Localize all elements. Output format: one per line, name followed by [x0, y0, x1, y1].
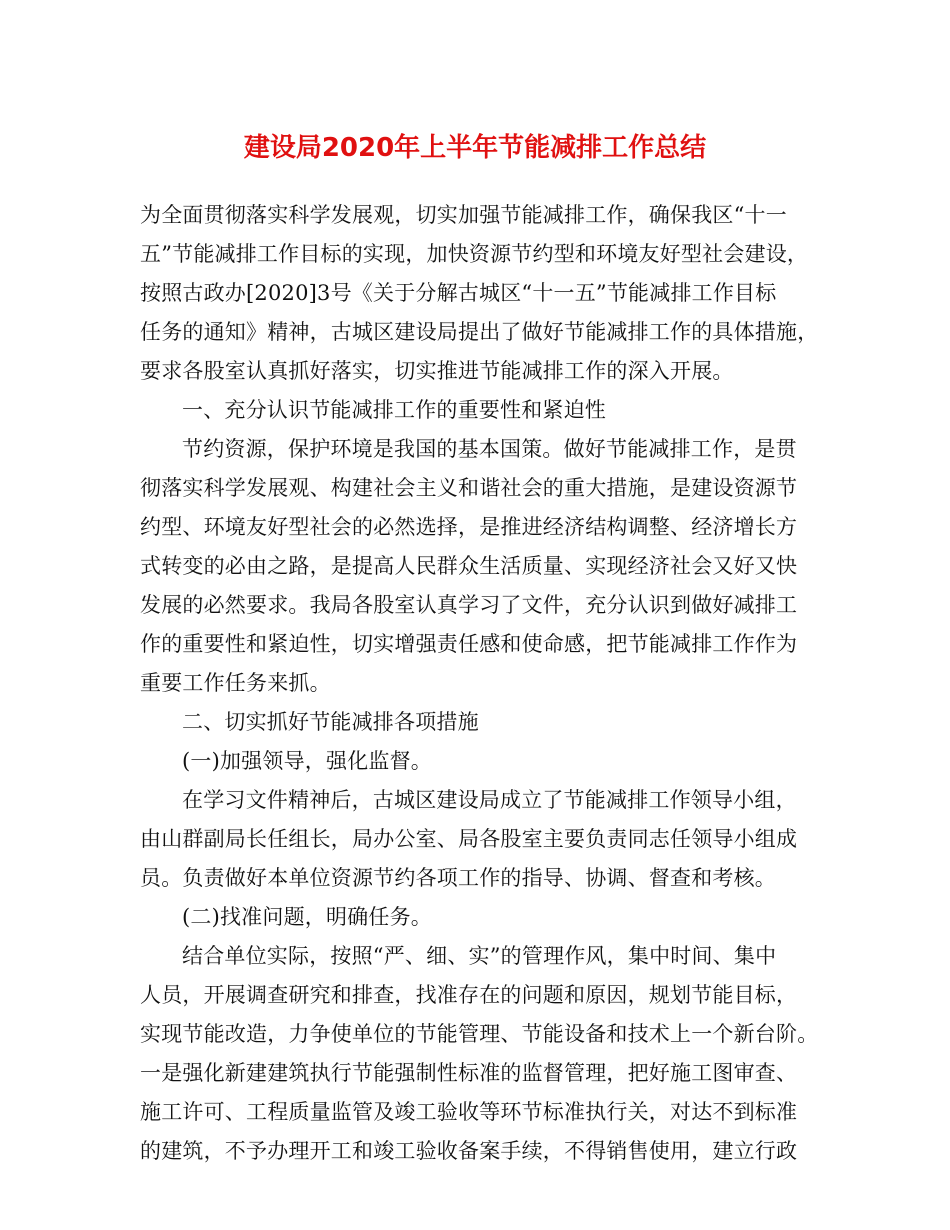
text-line: 按照古政办[2020]3号《关于分解古城区“十一五”节能减排工作目标	[140, 281, 777, 305]
section-heading: 二、切实抓好节能减排各项措施	[182, 710, 479, 734]
text-line: 彻落实科学发展观、构建社会主义和谐社会的重大措施，是建设资源节	[140, 476, 798, 500]
paragraph-start: 在学习文件精神后，古城区建设局成立了节能减排工作领导小组，	[182, 788, 797, 812]
text-line: 要求各股室认真抓好落实，切实推进节能减排工作的深入开展。	[140, 359, 734, 383]
text-line: 五”节能减排工作目标的实现，加快资源节约型和环境友好型社会建设，	[140, 242, 809, 266]
text-line: 约型、环境友好型社会的必然选择，是推进经济结构调整、经济增长方	[140, 515, 798, 539]
text-line: 任务的通知》精神，古城区建设局提出了做好节能减排工作的具体措施，	[140, 320, 819, 344]
text-line: 人员，开展调查研究和排查，找准存在的问题和原因，规划节能目标，	[140, 983, 798, 1007]
text-line: 式转变的必由之路，是提高人民群众生活质量、实现经济社会又好又快	[140, 554, 798, 578]
text-line: 重要工作任务来抓。	[140, 671, 331, 695]
text-line: 实现节能改造，力争使单位的节能管理、节能设备和技术上一个新台阶。	[140, 1022, 819, 1046]
subsection-heading: (一)加强领导，强化监督。	[182, 749, 432, 773]
text-line: 由山群副局长任组长，局办公室、局各股室主要负责同志任领导小组成	[140, 827, 798, 851]
text-line: 发展的必然要求。我局各股室认真学习了文件，充分认识到做好减排工	[140, 593, 798, 617]
paragraph-start: 结合单位实际，按照“严、细、实”的管理作风，集中时间、集中	[182, 944, 777, 968]
subsection-heading: (二)找准问题，明确任务。	[182, 905, 432, 929]
text-line: 施工许可、工程质量监管及竣工验收等环节标准执行关，对达不到标准	[140, 1100, 798, 1124]
text-line: 作的重要性和紧迫性，切实增强责任感和使命感，把节能减排工作作为	[140, 632, 798, 656]
section-heading: 一、充分认识节能减排工作的重要性和紧迫性	[182, 398, 606, 422]
text-line: 为全面贯彻落实科学发展观，切实加强节能减排工作，确保我区“十一	[140, 203, 787, 227]
text-line: 一是强化新建建筑执行节能强制性标准的监督管理，把好施工图审查、	[140, 1061, 798, 1085]
document-title: 建设局2020年上半年节能减排工作总结	[243, 133, 707, 163]
text-line: 员。负责做好本单位资源节约各项工作的指导、协调、督查和考核。	[140, 866, 776, 890]
document-body	[140, 196, 830, 1171]
text-line: 的建筑，不予办理开工和竣工验收备案手续，不得销售使用，建立行政	[140, 1139, 798, 1163]
paragraph-start: 节约资源，保护环境是我国的基本国策。做好节能减排工作，是贯	[182, 437, 797, 461]
